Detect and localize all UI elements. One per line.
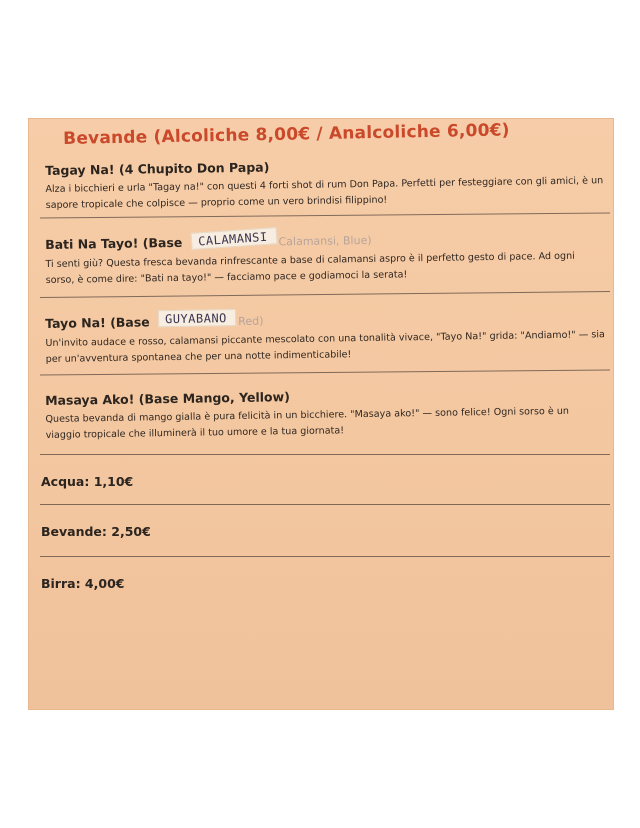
price-birra: Birra: 4,00€ — [41, 576, 125, 591]
divider — [40, 370, 610, 376]
price-acqua: Acqua: 1,10€ — [41, 474, 134, 489]
price-bevande: Bevande: 2,50€ — [41, 524, 151, 539]
item-name-prefix: Tayo Na! (Base — [45, 314, 150, 331]
divider — [40, 556, 610, 557]
handwritten-correction: CALAMANSI — [190, 227, 276, 250]
item-description: Un'invito audace e rosso, calamansi piccante mescolato con una tonalità vivace, "Tayo Na!" grida: "Andiamo!" — sia per un'avventura spontanea che per una notte indimenticabile! — [45, 329, 605, 365]
handwritten-correction: GUYABANO — [158, 309, 236, 327]
menu-page — [28, 118, 614, 710]
divider — [40, 291, 610, 298]
divider — [40, 213, 610, 219]
item-description: Questa bevanda di mango gialla è pura felicità in un bicchiere. "Masaya ako!" — sono felice! Ogni sorso è un viaggio tropicale che illuminerà il tuo umore e la tua giornata! — [45, 405, 570, 441]
covered-text: Red) — [238, 314, 264, 328]
item-name-prefix: Bati Na Tayo! (Base — [45, 234, 183, 252]
covered-text: Calamansi, Blue) — [278, 233, 372, 249]
item-description: Alza i bicchieri e urla "Tagay na!" con questi 4 forti shot di rum Don Papa. Perfetti per festeggiare con gli amici, è un sapore tropicale che colpisce — proprio come un vero brindisi filippino! — [45, 175, 604, 211]
divider — [40, 504, 610, 505]
item-description: Ti senti giù? Questa fresca bevanda rinfrescante a base di calamansi aspro è il perfetto gesto di pace. Ad ogni sorso, è come dire: "Bati na tayo!" — facciamo pace e godiamoci la serata! — [45, 250, 575, 286]
menu-item-masaya-ako — [45, 384, 606, 444]
menu-item-bati-na-tayo — [45, 227, 606, 289]
divider — [40, 454, 610, 455]
menu-item-tagay-na — [45, 154, 606, 214]
item-name: Tagay Na! (4 Chupito Don Papa) — [45, 159, 270, 178]
item-name: Masaya Ako! (Base Mango, Yellow) — [45, 389, 290, 408]
menu-item-tayo-na — [45, 306, 606, 368]
menu-title: Bevande (Alcoliche 8,00€ / Analcoliche 6,00€) — [63, 120, 510, 149]
